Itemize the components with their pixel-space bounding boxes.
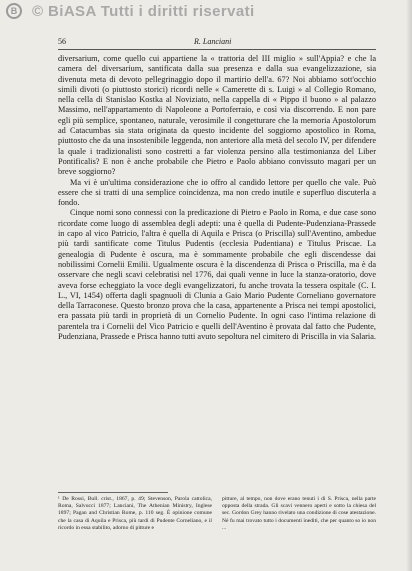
footnote-rule: [58, 492, 168, 493]
page-header: [58, 37, 376, 50]
paragraph: Ma vi è un'ultima considerazione che io offro al candido lettore per quello che vale. Può essere che si tratti di una semplice coincidenza, ma non credo inutile e superfluo discuterla a fondo.: [58, 177, 376, 208]
page-number: 56: [58, 37, 66, 46]
page-edge-shadow: [406, 0, 412, 571]
footnote-column-right: [222, 496, 376, 532]
footnotes: [58, 496, 376, 532]
footnote-text: pitture, al tempo, non dove erano tenuti i di S. Prisca, nella parte opposta della strada. Gli scavi vennero aperti e sotto la chiesa del sec. Gordon Grey hanno rivelato una condizione di cose atestazione. Né fu mai trovato tutto i documenti inediti, che per quanto so io non ...: [222, 496, 376, 531]
watermark-text: © BiASA Tutti i diritti riservati: [32, 2, 255, 20]
watermark: [0, 0, 412, 22]
running-head: R. Lanciani: [194, 37, 232, 46]
paragraph: Cinque nomi sono connessi con la predicazione di Pietro e Paolo in Roma, e due case sono ricordate come luogo di assemblea degli adepti: una è quella di Pudente-Pudenziana-Prassede in capo al vico Patricio, l'altra è quella di Aquila e Prisca (o Priscilla) sull'Aventino, ambedue più tardi santificate come Titulus Pudentis (ecclesia Pudentiana) e Titulus Priscae. La genealogia di Pudente è oscura, ma è sommamente probabile che egli discendesse dai nobilissimi Cornelii Emilii. Ugualmente oscura è la discendenza di Prisca o Priscilla, ma è da osservare che negli scavi celebratisi nel 1776, dai quali venne in luce la stanza-oratorio, dove aveva forse echeggiato la voce degli evangelizzatori, fu anche trovata la tessera ospitale (C. I. L., VI, 1454) offerta dagli spagnuoli di Clunia a Gaio Mario Pudente Corneliano governatore della Tarraconese. Questo bronzo prova che la casa, appartenente a Prisca nei tempi apostolici, era passata più tardi in proprietà di un Cornelio Pudente. In ogni caso l'intima relazione di parentela tra i Cornelii del Vico Patricio e quelli dell'Aventino è provata dal fatto che Pudente, Pudenziana, Prassede e Prisca hanno tutti avuto sepoltura nel cimitero di Priscilla in via Salaria.: [58, 208, 376, 342]
copyright-logo-icon: B: [6, 3, 22, 19]
body-text: [58, 54, 376, 342]
paragraph: diversarium, come quello cui appartiene la « trattoria del III miglio » sull'Appia? e che la camera del diversarium, santificata dalla sua presenza e dalla sua evangelizzazione, sia divenuta meta di devoto pellegrinaggio dopo il martirio dell'a. 67? Noi abbiamo sott'occhio simili divoti (o piuttosto storici) ricordi nelle « Camerette di s. Luigi » al Collegio Romano, nella cella di Stanislao Kostka al Noviziato, nella cappella di « Pippo il buono » al palazzo Massimo, nell'appartamento di Napoleone a Portoferraio, e così via discorrendo. E non pare egli più semplice, spontaneo, naturale, verosimile il congetturare che la memoria Apostolorum ad Catacumbas sia stata originata da questo incidente del soggiorno apostolico in Roma, piuttosto che da una insostenibile leggenda, non anteriore alla metà del secolo IV, per difendere la quale i tradizionalisti sono costretti a far violenza persino alla testimonianza del Liber Pontificalis? E non è anche probabile che Pietro e Paolo abbiano convissuto magari per un breve soggiorno?: [58, 54, 376, 177]
footnote-text: ¹ De Rossi, Bull. crist., 1867, p. 49; Stevenson, Parola cattolica, Roma, Salvucci 1877; Lanciani, The Athenian Ministry, Inglese 1897; Pagan and Christian Rome, p. 110 seg. È opinione comune che la casa di Aquila e Prisca, più tardi di Pudente Corneliano, e il ricordo in essa stabilito, adorno di pitture e: [58, 496, 212, 531]
footnote-column-left: [58, 496, 212, 532]
